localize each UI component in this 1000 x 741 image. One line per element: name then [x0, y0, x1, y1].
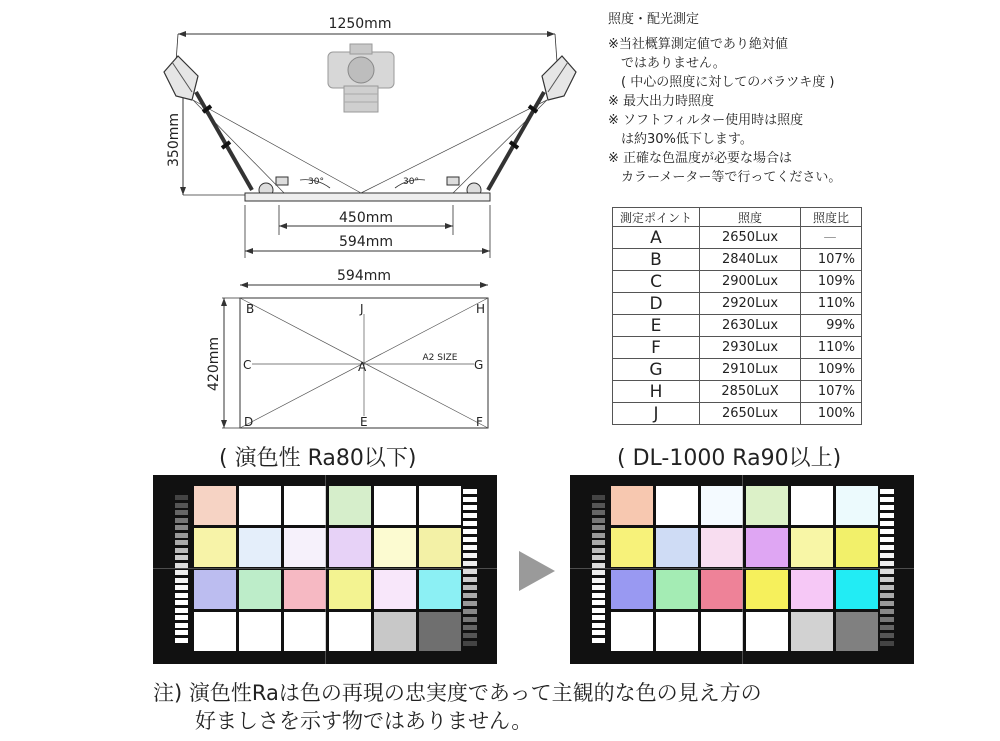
color-swatch — [746, 570, 788, 609]
color-swatch — [836, 612, 878, 651]
gray-step — [463, 585, 477, 590]
note-line: ではありません。 — [608, 56, 726, 71]
point-a: A — [358, 360, 367, 374]
gray-step — [463, 497, 477, 502]
color-swatch — [374, 612, 416, 651]
footnote-line-1: 注) 演色性Raは色の再現の忠実度であって主観的な色の見え方の — [153, 681, 762, 705]
color-swatch — [239, 612, 281, 651]
cell-ratio: 100% — [801, 403, 862, 425]
gray-step — [592, 570, 605, 575]
color-swatch — [194, 612, 236, 651]
color-swatch — [284, 486, 326, 525]
header-ratio: 照度比 — [801, 208, 862, 227]
left-chart-caption: ( 演色性 Ra80以下) — [219, 446, 417, 471]
table-row — [613, 337, 862, 359]
color-swatch — [611, 570, 653, 609]
gray-step — [175, 533, 188, 538]
note-line: ※ 最大出力時照度 — [608, 94, 715, 109]
color-swatch — [194, 528, 236, 567]
point-b: B — [246, 302, 255, 316]
gray-step — [592, 555, 605, 560]
gray-step — [463, 521, 477, 526]
gray-step — [175, 593, 188, 598]
cell-lux: 2930Lux — [700, 337, 801, 359]
gray-step — [463, 641, 477, 646]
gray-step — [880, 641, 894, 646]
point-j: J — [360, 302, 364, 316]
cell-ratio: — — [801, 227, 862, 249]
gray-step — [880, 569, 894, 574]
table-row — [613, 293, 862, 315]
point-h: H — [476, 302, 486, 316]
color-swatch — [656, 570, 698, 609]
gray-step — [463, 617, 477, 622]
color-swatch — [419, 486, 461, 525]
color-swatch — [374, 486, 416, 525]
gray-step — [880, 593, 894, 598]
gray-step — [175, 548, 188, 553]
gray-step — [463, 601, 477, 606]
color-swatch — [329, 486, 371, 525]
gray-step — [175, 623, 188, 628]
gray-step — [592, 533, 605, 538]
inner-450-label: 450mm — [339, 210, 393, 226]
cell-lux: 2850LuX — [700, 381, 801, 403]
gray-step — [592, 540, 605, 545]
gray-step — [175, 525, 188, 530]
header-point: 測定ポイント — [613, 208, 700, 227]
color-swatch — [239, 570, 281, 609]
cell-point: J — [613, 403, 700, 425]
angle-left-label: 30° — [308, 177, 324, 187]
note-line: ※当社概算測定値であり絶対値 — [608, 37, 788, 52]
gray-step — [463, 537, 477, 542]
gray-step — [463, 553, 477, 558]
cell-point: B — [613, 249, 700, 271]
gray-step — [880, 625, 894, 630]
table-row — [613, 381, 862, 403]
cell-point: C — [613, 271, 700, 293]
gray-step — [175, 600, 188, 605]
cell-ratio: 107% — [801, 381, 862, 403]
width-1250-label: 1250mm — [328, 16, 392, 32]
gray-step — [175, 540, 188, 545]
gray-step — [175, 615, 188, 620]
gray-step — [175, 503, 188, 508]
gray-step — [175, 608, 188, 613]
gray-step — [175, 578, 188, 583]
cell-lux: 2840Lux — [700, 249, 801, 271]
point-f: F — [476, 415, 483, 429]
color-swatch — [701, 570, 743, 609]
color-swatch — [701, 486, 743, 525]
gray-step — [592, 630, 605, 635]
color-swatch — [284, 612, 326, 651]
gray-step — [175, 510, 188, 515]
gray-step — [592, 623, 605, 628]
color-swatch — [374, 528, 416, 567]
cell-point: E — [613, 315, 700, 337]
right-chart-caption: ( DL-1000 Ra90以上) — [617, 446, 842, 471]
color-swatch — [791, 570, 833, 609]
illuminance-table — [612, 207, 862, 425]
color-swatch — [701, 612, 743, 651]
cell-point: F — [613, 337, 700, 359]
gray-step — [592, 510, 605, 515]
table-row — [613, 249, 862, 271]
gray-step — [175, 495, 188, 500]
table-row — [613, 315, 862, 337]
color-swatch — [836, 486, 878, 525]
color-swatch — [419, 528, 461, 567]
cell-ratio: 110% — [801, 293, 862, 315]
gray-step — [592, 495, 605, 500]
gray-step — [175, 518, 188, 523]
table-row — [613, 403, 862, 425]
gray-step — [175, 563, 188, 568]
note-line: ※ ソフトフィルター使用時は照度 — [608, 113, 804, 128]
gray-step — [880, 633, 894, 638]
gray-step — [592, 525, 605, 530]
right-color-chart — [570, 475, 914, 664]
color-swatch — [329, 528, 371, 567]
gray-step — [592, 600, 605, 605]
gray-step — [880, 521, 894, 526]
color-swatch — [239, 528, 281, 567]
header-lux: 照度 — [700, 208, 801, 227]
color-swatch — [194, 486, 236, 525]
cell-point: H — [613, 381, 700, 403]
point-d: D — [244, 415, 254, 429]
gray-step — [880, 561, 894, 566]
color-swatch — [419, 570, 461, 609]
table-row — [613, 359, 862, 381]
gray-step — [463, 505, 477, 510]
cell-lux: 2910Lux — [700, 359, 801, 381]
color-swatch — [374, 570, 416, 609]
color-swatch — [329, 570, 371, 609]
gray-step — [175, 638, 188, 643]
cell-point: A — [613, 227, 700, 249]
crosshair-vertical — [742, 475, 743, 664]
color-swatch — [284, 570, 326, 609]
cell-lux: 2900Lux — [700, 271, 801, 293]
color-swatch — [791, 528, 833, 567]
gray-step — [592, 638, 605, 643]
cell-point: G — [613, 359, 700, 381]
table-row — [613, 271, 862, 293]
a2-width-label: 594mm — [337, 268, 391, 284]
gray-step — [880, 601, 894, 606]
note-line: ( 中心の照度に対してのバラツキ度 ) — [608, 75, 835, 90]
color-swatch — [611, 486, 653, 525]
color-swatch — [836, 570, 878, 609]
gray-step — [463, 577, 477, 582]
left-color-chart — [153, 475, 497, 664]
cell-ratio: 99% — [801, 315, 862, 337]
gray-step — [880, 505, 894, 510]
gray-step — [463, 609, 477, 614]
color-swatch — [656, 612, 698, 651]
gray-step — [592, 563, 605, 568]
gray-step — [880, 513, 894, 518]
gray-step — [880, 529, 894, 534]
setup-diagram — [150, 10, 590, 260]
color-swatch — [329, 612, 371, 651]
gray-step — [592, 615, 605, 620]
cell-lux: 2920Lux — [700, 293, 801, 315]
cell-ratio: 109% — [801, 271, 862, 293]
color-swatch — [194, 570, 236, 609]
gray-step — [463, 513, 477, 518]
color-swatch — [836, 528, 878, 567]
note-line: カラーメーター等で行ってください。 — [608, 170, 842, 185]
gray-step — [463, 545, 477, 550]
notes-title: 照度・配光測定 — [608, 12, 700, 27]
gray-step — [463, 569, 477, 574]
gray-step — [880, 585, 894, 590]
color-swatch — [656, 528, 698, 567]
gray-step — [175, 570, 188, 575]
cell-point: D — [613, 293, 700, 315]
gray-step — [880, 553, 894, 558]
gray-step — [880, 609, 894, 614]
cell-ratio: 107% — [801, 249, 862, 271]
gray-step — [463, 633, 477, 638]
gray-step — [175, 555, 188, 560]
a2-diagram — [200, 268, 500, 438]
table-row — [613, 227, 862, 249]
height-350-label: 350mm — [166, 113, 182, 167]
camera-icon — [328, 44, 394, 112]
point-c: C — [243, 358, 252, 372]
color-swatch — [701, 528, 743, 567]
gray-step — [880, 545, 894, 550]
color-swatch — [656, 486, 698, 525]
right-light-arm — [447, 56, 576, 197]
gray-step — [880, 497, 894, 502]
gray-step — [175, 585, 188, 590]
gray-step — [592, 608, 605, 613]
color-swatch — [239, 486, 281, 525]
cell-lux: 2650Lux — [700, 403, 801, 425]
point-g: G — [474, 358, 484, 372]
gray-step — [592, 548, 605, 553]
gray-step — [463, 625, 477, 630]
gray-step — [592, 585, 605, 590]
gray-step — [592, 593, 605, 598]
color-swatch — [284, 528, 326, 567]
measurement-notes — [608, 10, 988, 187]
gray-step — [175, 630, 188, 635]
arrow-right-icon — [519, 551, 557, 591]
footnote-line-2: 好ましさを示す物ではありません。 — [195, 709, 533, 733]
note-line: は約30%低下します。 — [608, 132, 753, 147]
cell-ratio: 110% — [801, 337, 862, 359]
gray-step — [463, 593, 477, 598]
color-swatch — [746, 612, 788, 651]
gray-step — [463, 529, 477, 534]
cell-lux: 2630Lux — [700, 315, 801, 337]
gray-step — [463, 561, 477, 566]
angle-right-label: 30° — [403, 177, 419, 187]
gray-step — [880, 489, 894, 494]
color-swatch — [746, 528, 788, 567]
a2-size-label: A2 SIZE — [422, 353, 458, 363]
cell-lux: 2650Lux — [700, 227, 801, 249]
color-swatch — [419, 612, 461, 651]
color-swatch — [791, 486, 833, 525]
table-header-row — [613, 208, 862, 227]
crosshair-vertical — [325, 475, 326, 664]
color-swatch — [611, 612, 653, 651]
color-swatch — [611, 528, 653, 567]
note-line: ※ 正確な色温度が必要な場合は — [608, 151, 793, 166]
gray-step — [592, 503, 605, 508]
gray-step — [463, 489, 477, 494]
cell-ratio: 109% — [801, 359, 862, 381]
color-swatch — [746, 486, 788, 525]
a2-height-label: 420mm — [206, 337, 222, 391]
gray-step — [592, 578, 605, 583]
color-swatch — [791, 612, 833, 651]
gray-step — [880, 617, 894, 622]
point-e: E — [360, 415, 368, 429]
gray-step — [880, 537, 894, 542]
gray-step — [592, 518, 605, 523]
base-594-label: 594mm — [339, 234, 393, 250]
gray-step — [880, 577, 894, 582]
